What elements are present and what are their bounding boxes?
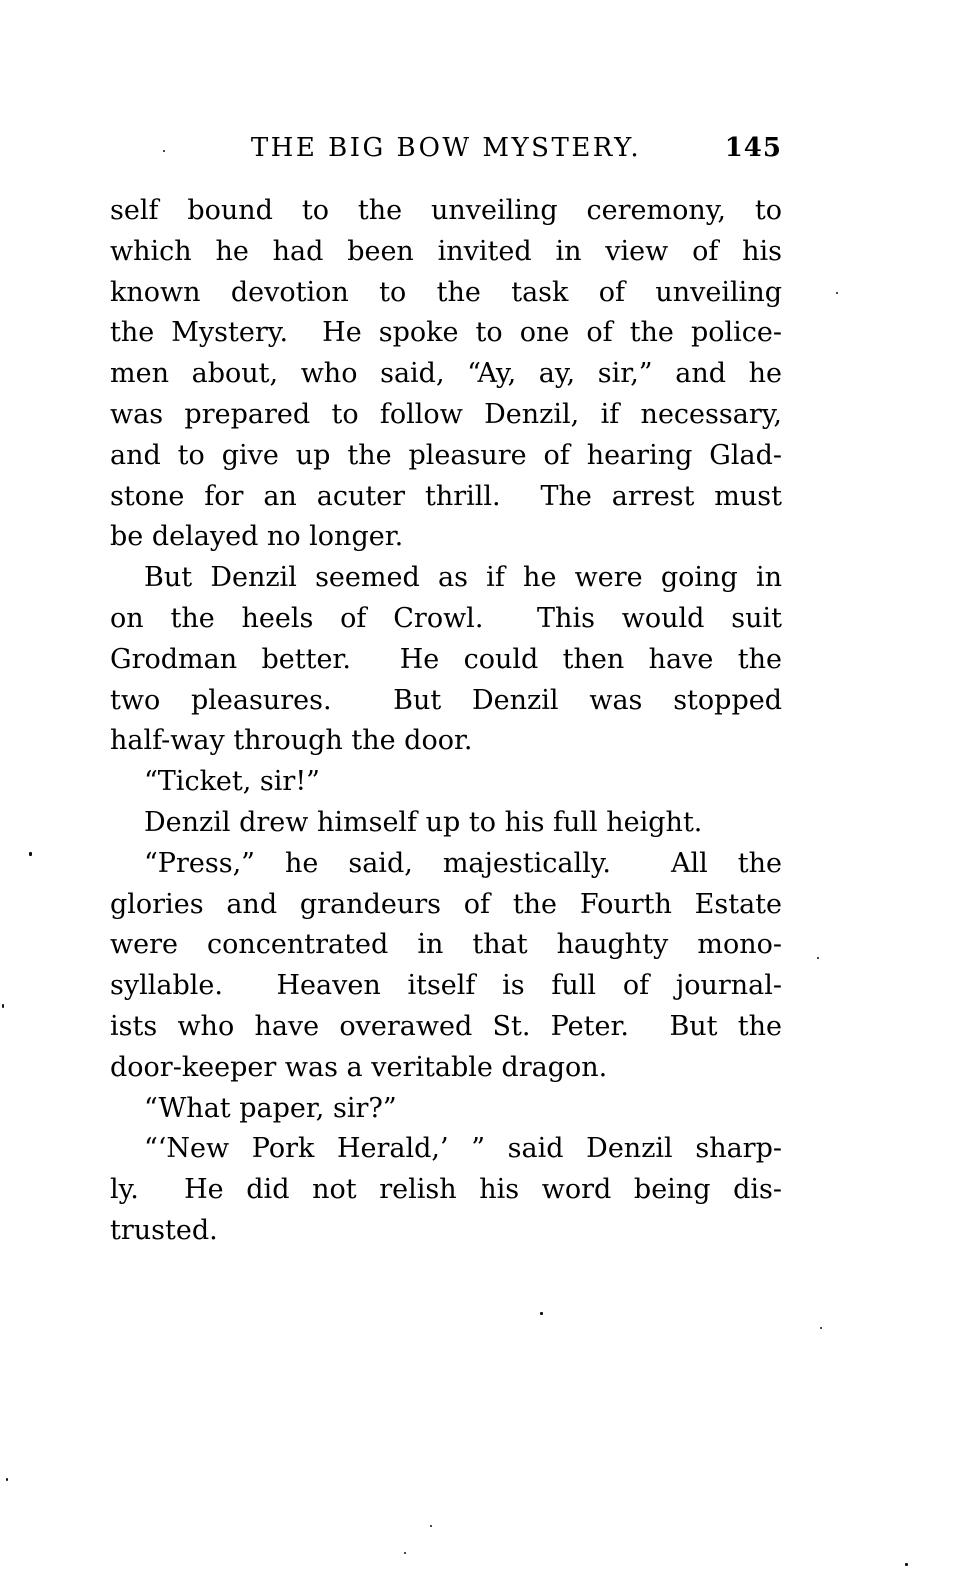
text-line: “Ticket, sir!” [144, 766, 320, 798]
page-number: 145 [724, 133, 782, 163]
text-line: and to give up the pleasure of hearing Glad- [110, 439, 782, 471]
text-line: was prepared to follow Denzil, if necessary, [110, 398, 782, 430]
text-line: “Press,” he said, majestically. All the [144, 847, 782, 879]
scan-speck [6, 1478, 8, 1481]
scan-speck [817, 957, 819, 959]
scan-speck [430, 1525, 432, 1527]
text-line: Grodman better. He could then have the [110, 643, 782, 675]
scan-speck [29, 852, 32, 856]
text-line: door-keeper was a veritable dragon. [110, 1051, 608, 1083]
text-line: men about, who said, “Ay, ay, sir,” and he [110, 358, 782, 390]
body-text [110, 191, 782, 1252]
text-line: which he had been invited in view of his [110, 235, 782, 267]
scan-speck [2, 1004, 4, 1008]
scan-speck [540, 1312, 543, 1315]
page-header [110, 133, 782, 167]
text-line: self bound to the unveiling ceremony, to [110, 195, 782, 226]
scan-speck [404, 1552, 406, 1554]
text-line: on the heels of Crowl. This would suit [110, 602, 782, 634]
text-line: be delayed no longer. [110, 521, 404, 553]
text-line: trusted. [110, 1214, 218, 1246]
text-line: known devotion to the task of unveiling [110, 276, 782, 308]
text-line: stone for an acuter thrill. The arrest must [110, 480, 782, 512]
text-line: the Mystery. He spoke to one of the police- [110, 317, 782, 349]
text-line: “What paper, sir?” [144, 1092, 397, 1124]
text-line: were concentrated in that haughty mono- [110, 929, 782, 961]
scan-speck [820, 1327, 822, 1329]
scan-speck [163, 150, 165, 152]
text-line: ly. He did not relish his word being dis- [110, 1174, 782, 1206]
text-line: two pleasures. But Denzil was stopped [110, 684, 782, 716]
text-line: syllable. Heaven itself is full of journal- [110, 970, 782, 1002]
text-line: half-way through the door. [110, 725, 473, 757]
scan-speck [836, 292, 838, 294]
running-title: THE BIG BOW MYSTERY. [250, 133, 642, 163]
text-line: Denzil drew himself up to his full height. [144, 806, 703, 838]
scan-speck [905, 1563, 908, 1566]
text-line: But Denzil seemed as if he were going in [144, 562, 782, 594]
text-line: “‘New Pork Herald,’ ” said Denzil sharp- [144, 1133, 782, 1165]
text-line: glories and grandeurs of the Fourth Estate [110, 888, 782, 920]
text-line: ists who have overawed St. Peter. But the [110, 1010, 782, 1042]
